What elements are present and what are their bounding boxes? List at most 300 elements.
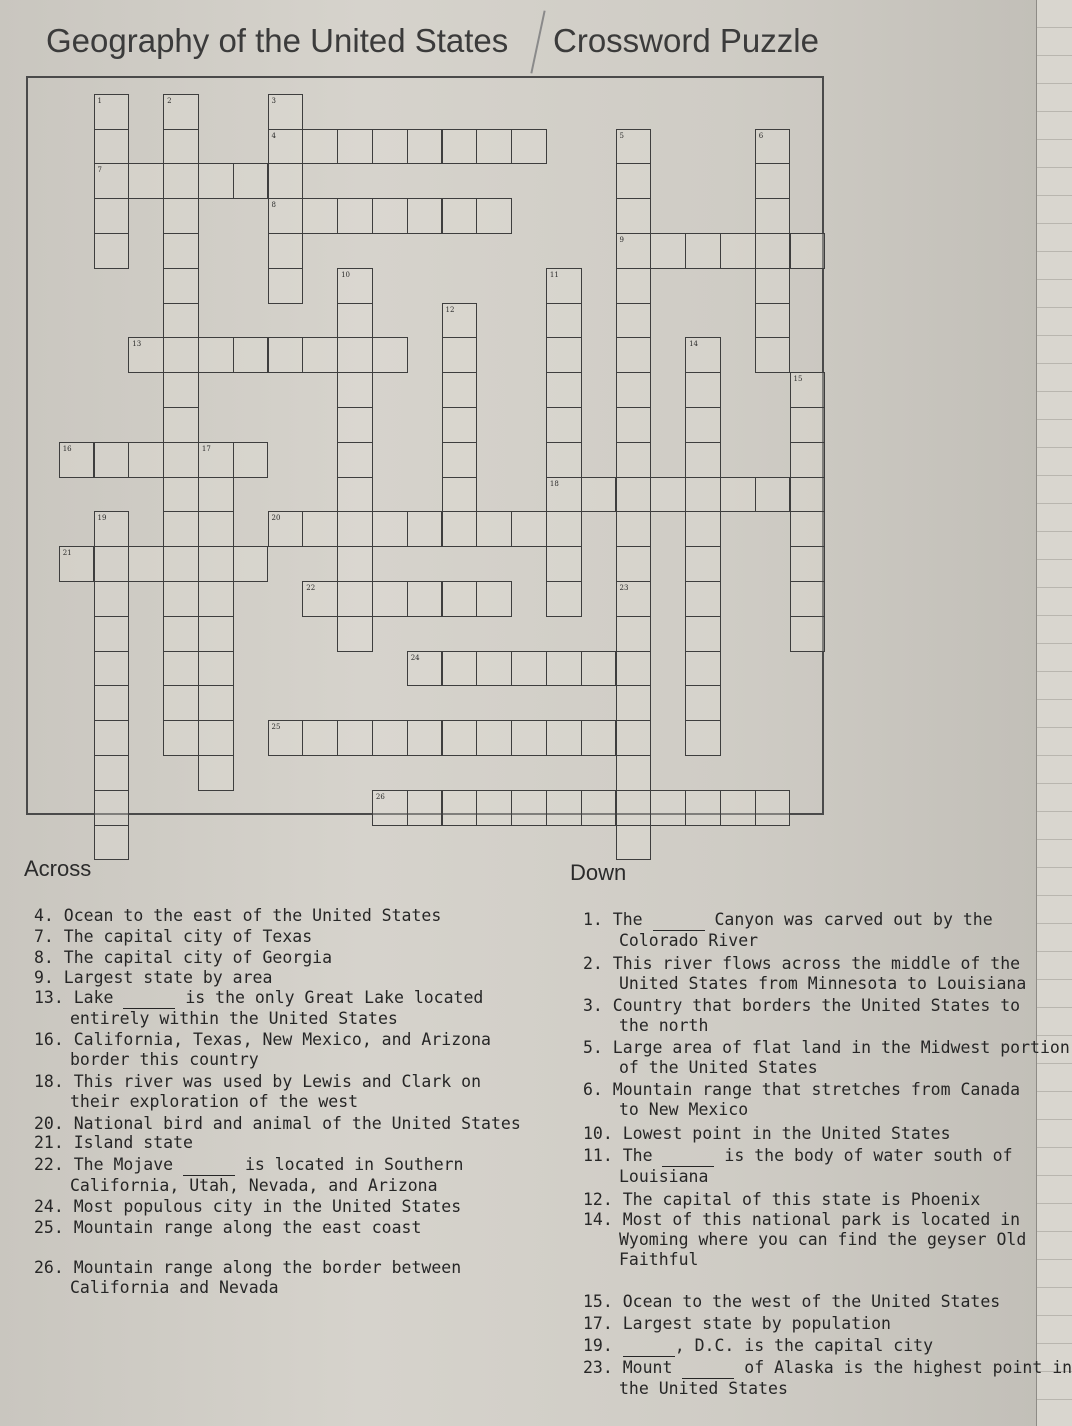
clue-line: to New Mexico	[619, 1100, 749, 1119]
crossword-cell[interactable]	[372, 129, 408, 165]
crossword-cell[interactable]	[546, 581, 582, 617]
crossword-cell[interactable]	[546, 720, 582, 756]
down-clue	[583, 1292, 1000, 1312]
crossword-cell[interactable]	[442, 407, 478, 443]
crossword-cell[interactable]	[616, 546, 652, 582]
clue-line: 21. Island state	[34, 1133, 193, 1152]
across-clue	[34, 1197, 461, 1217]
across-clue	[34, 988, 483, 1029]
down-clue	[583, 1210, 1026, 1270]
crossword-cell[interactable]	[476, 581, 512, 617]
crossword-cell[interactable]	[233, 337, 269, 373]
crossword-cell[interactable]	[337, 546, 373, 582]
crossword-cell[interactable]	[616, 685, 652, 721]
crossword-cell[interactable]	[163, 616, 199, 652]
crossword-cell[interactable]	[442, 477, 478, 513]
crossword-cell[interactable]	[94, 616, 130, 652]
clue-line: 24. Most populous city in the United States	[34, 1197, 462, 1216]
crossword-cell[interactable]	[337, 442, 373, 478]
crossword-cell[interactable]	[616, 442, 652, 478]
clue-text: is the body of water south of	[714, 1146, 1013, 1165]
crossword-cell[interactable]	[511, 720, 547, 756]
down-heading: Down	[570, 860, 627, 885]
down-clue	[583, 1080, 1020, 1120]
clue-line: 26. Mountain range along the border between	[34, 1258, 462, 1277]
across-heading: Across	[24, 856, 92, 881]
down-clue	[583, 1146, 1013, 1187]
crossword-cell[interactable]	[685, 233, 721, 269]
crossword-cell[interactable]	[94, 198, 130, 234]
crossword-cell[interactable]	[163, 129, 199, 165]
crossword-cell[interactable]	[685, 511, 721, 547]
crossword-cell[interactable]	[790, 233, 826, 269]
crossword-cell[interactable]	[337, 303, 373, 339]
down-clue	[583, 954, 1026, 994]
clue-text: is the only Great Lake located	[175, 988, 484, 1007]
crossword-cell[interactable]	[94, 442, 130, 478]
clue-line: of the United States	[619, 1058, 818, 1077]
crossword-cell[interactable]	[337, 129, 373, 165]
crossword-cell[interactable]	[163, 581, 199, 617]
crossword-cell[interactable]	[337, 407, 373, 443]
crossword-cell[interactable]	[128, 546, 164, 582]
crossword-cell[interactable]	[546, 337, 582, 373]
crossword-cell[interactable]	[755, 268, 791, 304]
crossword-cell[interactable]	[337, 581, 373, 617]
crossword-cell[interactable]	[128, 163, 164, 199]
crossword-cell[interactable]	[442, 442, 478, 478]
crossword-cell[interactable]	[407, 651, 443, 687]
crossword-cell[interactable]	[720, 790, 756, 826]
clue-line: 5. Large area of flat land in the Midwest portion	[583, 1038, 1070, 1057]
crossword-cell[interactable]	[616, 616, 652, 652]
crossword-cell[interactable]	[442, 651, 478, 687]
crossword-cell[interactable]	[163, 685, 199, 721]
crossword-cell[interactable]	[581, 651, 617, 687]
clue-line: 20. National bird and animal of the United States	[34, 1114, 521, 1133]
clue-line: 9. Largest state by area	[34, 968, 273, 987]
crossword-cell[interactable]	[372, 198, 408, 234]
crossword-cell[interactable]	[268, 163, 304, 199]
crossword-cell[interactable]	[128, 442, 164, 478]
crossword-cell[interactable]	[372, 720, 408, 756]
crossword-cell[interactable]	[268, 720, 304, 756]
answer-blank	[653, 910, 705, 931]
crossword-cell[interactable]	[337, 372, 373, 408]
crossword-cell[interactable]	[685, 372, 721, 408]
clue-line: Wyoming where you can find the geyser Old	[619, 1230, 1027, 1249]
crossword-cell[interactable]	[755, 790, 791, 826]
crossword-cell[interactable]	[198, 581, 234, 617]
across-clue	[34, 1133, 193, 1153]
crossword-cell[interactable]	[407, 581, 443, 617]
crossword-cell[interactable]	[198, 442, 234, 478]
clue-number-25: 25	[271, 723, 281, 732]
crossword-cell[interactable]	[94, 790, 130, 826]
crossword-cell[interactable]	[163, 337, 199, 373]
crossword-cell[interactable]	[94, 94, 130, 130]
crossword-cell[interactable]	[546, 407, 582, 443]
crossword-cell[interactable]	[476, 790, 512, 826]
crossword-cell[interactable]	[616, 651, 652, 687]
crossword-cell[interactable]	[685, 337, 721, 373]
crossword-cell[interactable]	[511, 511, 547, 547]
crossword-cell[interactable]	[546, 372, 582, 408]
across-clue	[34, 906, 441, 926]
clue-number-17: 17	[201, 444, 211, 453]
crossword-cell[interactable]	[94, 755, 130, 791]
clue-number-14: 14	[689, 340, 699, 349]
crossword-cell[interactable]	[511, 129, 547, 165]
crossword-cell[interactable]	[546, 511, 582, 547]
crossword-cell[interactable]	[337, 616, 373, 652]
crossword-cell[interactable]	[233, 163, 269, 199]
clue-line: California, Utah, Nevada, and Arizona	[70, 1176, 438, 1195]
crossword-cell[interactable]	[163, 442, 199, 478]
crossword-cell[interactable]	[233, 442, 269, 478]
crossword-cell[interactable]	[685, 546, 721, 582]
crossword-cell[interactable]	[163, 651, 199, 687]
crossword-cell[interactable]	[616, 581, 652, 617]
crossword-cell[interactable]	[581, 790, 617, 826]
crossword-cell[interactable]	[198, 163, 234, 199]
clue-line: 2. This river flows across the middle of the	[583, 954, 1021, 973]
crossword-cell[interactable]	[790, 372, 826, 408]
crossword-cell[interactable]	[616, 407, 652, 443]
clue-line: United States from Minnesota to Louisiana	[619, 974, 1027, 993]
crossword-cell[interactable]	[163, 511, 199, 547]
crossword-cell[interactable]	[616, 477, 652, 513]
crossword-cell[interactable]	[407, 129, 443, 165]
crossword-cell[interactable]	[650, 477, 686, 513]
crossword-cell[interactable]	[685, 651, 721, 687]
crossword-cell[interactable]	[372, 581, 408, 617]
clue-line: 14. Most of this national park is located in	[583, 1210, 1021, 1229]
crossword-cell[interactable]	[198, 720, 234, 756]
across-clue	[34, 968, 272, 988]
crossword-cell[interactable]	[198, 477, 234, 513]
crossword-cell[interactable]	[755, 198, 791, 234]
crossword-cell[interactable]	[790, 616, 826, 652]
clue-number-21: 21	[62, 549, 72, 558]
crossword-cell[interactable]	[616, 511, 652, 547]
crossword-cell[interactable]	[337, 720, 373, 756]
answer-blank	[623, 1336, 675, 1357]
crossword-cell[interactable]	[581, 720, 617, 756]
crossword-cell[interactable]	[337, 268, 373, 304]
crossword-cell[interactable]	[59, 442, 95, 478]
crossword-cell[interactable]	[337, 511, 373, 547]
clue-line: their exploration of the west	[70, 1092, 359, 1111]
across-clue	[34, 927, 312, 947]
crossword-cell[interactable]	[268, 198, 304, 234]
crossword-cell[interactable]	[268, 94, 304, 130]
crossword-cell[interactable]	[163, 477, 199, 513]
crossword-cell[interactable]	[476, 720, 512, 756]
crossword-cell[interactable]	[755, 337, 791, 373]
crossword-cell[interactable]	[755, 303, 791, 339]
title-left: Geography of the United States	[46, 22, 509, 59]
clue-number-18: 18	[549, 479, 559, 488]
clue-text: 11. The	[583, 1146, 663, 1165]
crossword-cell[interactable]	[442, 720, 478, 756]
crossword-cell[interactable]	[790, 511, 826, 547]
crossword-cell[interactable]	[372, 790, 408, 826]
crossword-cell[interactable]	[650, 233, 686, 269]
crossword-cell[interactable]	[476, 651, 512, 687]
crossword-cell[interactable]	[685, 407, 721, 443]
crossword-cell[interactable]	[616, 268, 652, 304]
crossword-cell[interactable]	[616, 720, 652, 756]
crossword-cell[interactable]	[616, 825, 652, 861]
down-clue	[583, 1314, 891, 1334]
title-right: Crossword Puzzle	[553, 22, 819, 59]
crossword-cell[interactable]	[546, 790, 582, 826]
crossword-cell[interactable]	[407, 790, 443, 826]
clue-line: 18. This river was used by Lewis and Clark on	[34, 1072, 482, 1091]
crossword-cell[interactable]	[616, 755, 652, 791]
crossword-cell[interactable]	[94, 546, 130, 582]
crossword-cell[interactable]	[268, 337, 304, 373]
crossword-cell[interactable]	[407, 198, 443, 234]
answer-blank	[123, 988, 175, 1009]
clue-number-8: 8	[271, 201, 276, 210]
answer-blank	[662, 1146, 714, 1167]
down-clue	[583, 1124, 951, 1144]
crossword-cell[interactable]	[685, 581, 721, 617]
crossword-cell[interactable]	[163, 163, 199, 199]
crossword-cell[interactable]	[476, 511, 512, 547]
crossword-cell[interactable]	[546, 442, 582, 478]
crossword-cell[interactable]	[790, 546, 826, 582]
crossword-cell[interactable]	[268, 233, 304, 269]
crossword-cell[interactable]	[616, 790, 652, 826]
crossword-cell[interactable]	[198, 755, 234, 791]
clue-number-4: 4	[271, 131, 276, 140]
clue-line: Faithful	[619, 1250, 699, 1269]
crossword-cell[interactable]	[790, 407, 826, 443]
clue-number-19: 19	[97, 514, 107, 523]
crossword-cell[interactable]	[685, 685, 721, 721]
across-clue	[34, 1258, 461, 1298]
crossword-cell[interactable]	[685, 616, 721, 652]
crossword-cell[interactable]	[442, 511, 478, 547]
crossword-cell[interactable]	[198, 685, 234, 721]
crossword-cell[interactable]	[407, 511, 443, 547]
crossword-cell[interactable]	[59, 546, 95, 582]
crossword-cell[interactable]	[685, 790, 721, 826]
crossword-cell[interactable]	[372, 337, 408, 373]
crossword-cell[interactable]	[616, 372, 652, 408]
crossword-cell[interactable]	[94, 685, 130, 721]
clue-line: Colorado River	[619, 931, 759, 950]
crossword-cell[interactable]	[546, 546, 582, 582]
down-clue	[583, 1358, 1072, 1399]
clue-text: is located in Southern	[235, 1155, 464, 1174]
crossword-cell[interactable]	[755, 163, 791, 199]
crossword-cell[interactable]	[94, 581, 130, 617]
crossword-cell[interactable]	[268, 268, 304, 304]
crossword-cell[interactable]	[268, 511, 304, 547]
crossword-cell[interactable]	[337, 337, 373, 373]
crossword-cell[interactable]	[198, 546, 234, 582]
crossword-cell[interactable]	[442, 198, 478, 234]
clue-number-3: 3	[271, 96, 276, 105]
crossword-cell[interactable]	[755, 233, 791, 269]
crossword-cell[interactable]	[302, 720, 338, 756]
crossword-cell[interactable]	[581, 477, 617, 513]
crossword-cell[interactable]	[302, 198, 338, 234]
crossword-cell[interactable]	[233, 546, 269, 582]
crossword-cell[interactable]	[442, 303, 478, 339]
crossword-cell[interactable]	[511, 790, 547, 826]
clue-line: California and Nevada	[70, 1278, 279, 1297]
crossword-cell[interactable]	[442, 337, 478, 373]
clue-number-26: 26	[375, 792, 385, 801]
down-clue	[583, 1038, 1070, 1078]
clue-line: 8. The capital city of Georgia	[34, 948, 333, 967]
clue-line: 16. California, Texas, New Mexico, and Arizona	[34, 1030, 491, 1049]
crossword-cell[interactable]	[685, 720, 721, 756]
crossword-cell[interactable]	[94, 163, 130, 199]
crossword-cell[interactable]	[616, 163, 652, 199]
crossword-cell[interactable]	[616, 198, 652, 234]
clue-line: 15. Ocean to the west of the United States	[583, 1292, 1001, 1311]
crossword-cell[interactable]	[546, 303, 582, 339]
clue-line: 7. The capital city of Texas	[34, 927, 313, 946]
crossword-cell[interactable]	[616, 337, 652, 373]
clue-number-1: 1	[97, 96, 102, 105]
across-clue	[34, 1218, 421, 1238]
crossword-cell[interactable]	[720, 233, 756, 269]
crossword-cell[interactable]	[198, 511, 234, 547]
crossword-cell[interactable]	[372, 511, 408, 547]
crossword-cell[interactable]	[198, 616, 234, 652]
crossword-cell[interactable]	[302, 581, 338, 617]
down-clue	[583, 1336, 933, 1357]
clue-line: 17. Largest state by population	[583, 1314, 891, 1333]
crossword-cell[interactable]	[616, 233, 652, 269]
clue-number-12: 12	[445, 305, 455, 314]
crossword-cell[interactable]	[720, 477, 756, 513]
crossword-cell[interactable]	[755, 129, 791, 165]
crossword-cell[interactable]	[442, 129, 478, 165]
clue-number-13: 13	[132, 340, 142, 349]
crossword-cell[interactable]	[442, 790, 478, 826]
crossword-cell[interactable]	[94, 129, 130, 165]
crossword-cell[interactable]	[94, 511, 130, 547]
crossword-cell[interactable]	[163, 720, 199, 756]
clue-number-22: 22	[306, 584, 316, 592]
crossword-cell[interactable]	[407, 720, 443, 756]
crossword-cell[interactable]	[163, 372, 199, 408]
clue-text: 13. Lake	[34, 988, 124, 1007]
crossword-cell[interactable]	[337, 198, 373, 234]
down-clue	[583, 910, 993, 951]
crossword-cell[interactable]	[476, 129, 512, 165]
crossword-cell[interactable]	[302, 511, 338, 547]
across-clue	[34, 948, 332, 968]
crossword-cell[interactable]	[163, 233, 199, 269]
clue-text: Canyon was carved out by the	[704, 910, 993, 929]
crossword-cell[interactable]	[790, 581, 826, 617]
clue-number-11: 11	[549, 270, 559, 279]
clue-line: 12. The capital of this state is Phoenix	[583, 1190, 981, 1209]
crossword-cell[interactable]	[511, 651, 547, 687]
crossword-cell[interactable]	[128, 337, 164, 373]
clue-text: 19.	[583, 1336, 623, 1355]
clue-line: Louisiana	[619, 1167, 709, 1186]
crossword-cell[interactable]	[790, 477, 826, 513]
clue-number-5: 5	[619, 131, 624, 140]
crossword-cell[interactable]	[546, 268, 582, 304]
lined-notebook-edge	[1036, 0, 1072, 1426]
crossword-cell[interactable]	[163, 546, 199, 582]
clue-number-23: 23	[619, 584, 629, 592]
crossword-cell[interactable]	[755, 477, 791, 513]
crossword-cell[interactable]	[302, 129, 338, 165]
crossword-cell[interactable]	[268, 129, 304, 165]
clue-line: the north	[619, 1016, 709, 1035]
answer-blank	[682, 1358, 734, 1379]
crossword-cell[interactable]	[616, 129, 652, 165]
crossword-cell[interactable]	[163, 303, 199, 339]
across-clue	[34, 1072, 481, 1112]
crossword-cell[interactable]	[198, 651, 234, 687]
clue-number-24: 24	[410, 653, 420, 662]
clue-number-20: 20	[271, 514, 281, 523]
crossword-cell[interactable]	[685, 477, 721, 513]
clue-text: 22. The Mojave	[34, 1155, 184, 1174]
clue-text: 1. The	[583, 910, 653, 929]
clue-text: of Alaska is the highest point in	[734, 1358, 1072, 1377]
clue-number-16: 16	[62, 444, 72, 453]
crossword-cell[interactable]	[546, 477, 582, 513]
clue-number-10: 10	[341, 270, 351, 279]
crossword-cell[interactable]	[650, 790, 686, 826]
clue-number-2: 2	[167, 96, 172, 105]
down-clue	[583, 1190, 980, 1210]
clue-number-7: 7	[97, 166, 102, 175]
crossword-cell[interactable]	[163, 198, 199, 234]
clue-line: the United States	[619, 1379, 788, 1398]
answer-blank	[183, 1155, 235, 1176]
clue-number-9: 9	[619, 236, 624, 244]
crossword-cell[interactable]	[685, 442, 721, 478]
clue-line: 6. Mountain range that stretches from Canada	[583, 1080, 1021, 1099]
crossword-cell[interactable]	[337, 477, 373, 513]
crossword-cell[interactable]	[790, 442, 826, 478]
crossword-cell[interactable]	[198, 337, 234, 373]
clue-line: 3. Country that borders the United States to	[583, 996, 1021, 1015]
crossword-cell[interactable]	[163, 268, 199, 304]
crossword-cell[interactable]	[616, 303, 652, 339]
crossword-cell[interactable]	[94, 720, 130, 756]
crossword-cell[interactable]	[442, 372, 478, 408]
across-clue	[34, 1030, 491, 1070]
crossword-cell[interactable]	[163, 94, 199, 130]
crossword-cell[interactable]	[94, 825, 130, 861]
crossword-cell[interactable]	[546, 651, 582, 687]
crossword-cell[interactable]	[94, 233, 130, 269]
crossword-cell[interactable]	[163, 407, 199, 443]
crossword-cell[interactable]	[94, 651, 130, 687]
crossword-cell[interactable]	[476, 198, 512, 234]
clue-line: border this country	[70, 1050, 259, 1069]
clue-line: 25. Mountain range along the east coast	[34, 1218, 422, 1237]
crossword-cell[interactable]	[442, 581, 478, 617]
crossword-cell[interactable]	[302, 337, 338, 373]
